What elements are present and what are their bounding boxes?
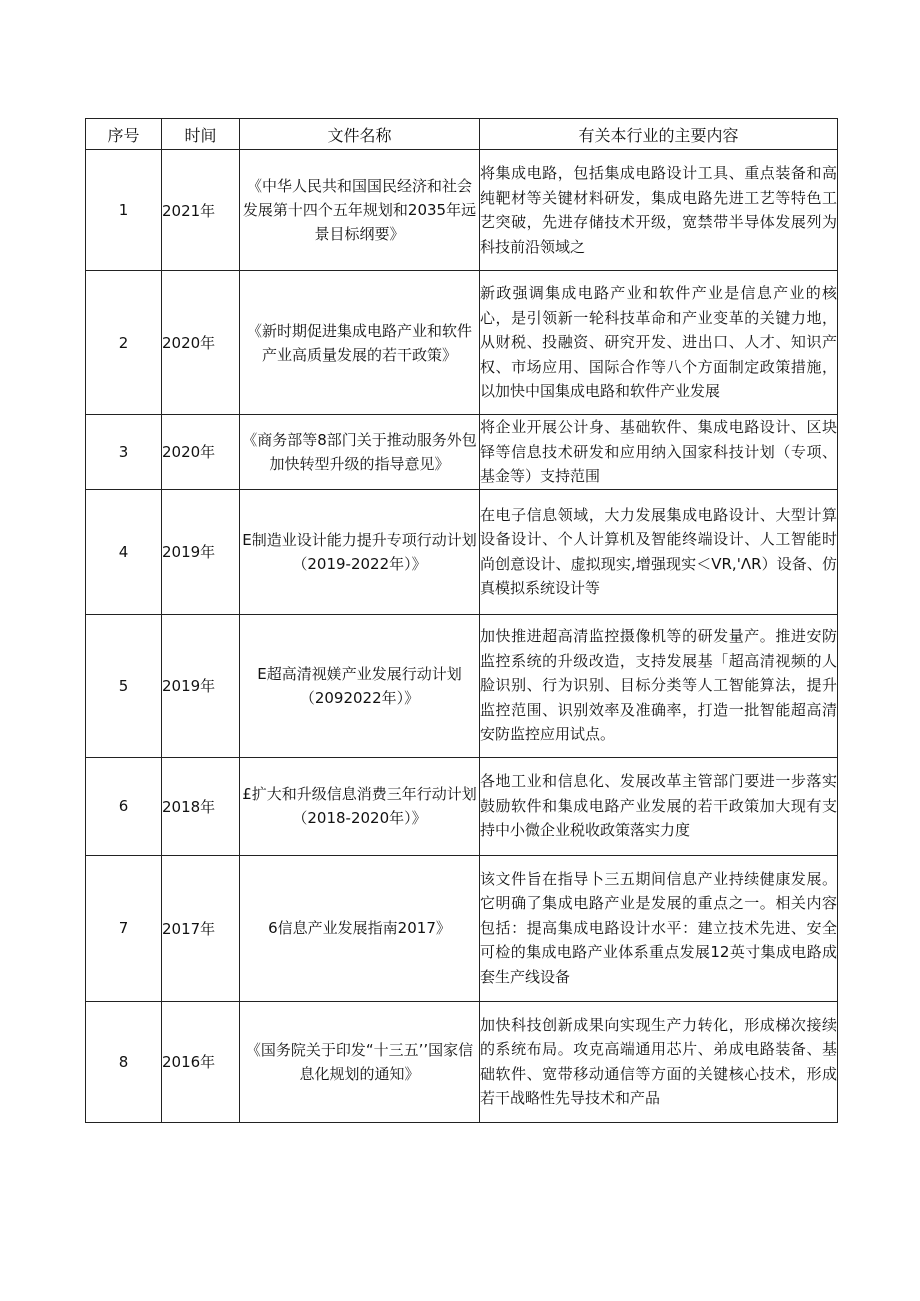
header-no: 序号 [86, 119, 162, 150]
row-document-name: E超高清视媄产业发展行动计划（2092022年）》 [240, 614, 480, 757]
header-name: 文件名称 [240, 119, 480, 150]
row-time: 2020年 [162, 271, 240, 415]
row-document-name: 《国务院关于印发“十三五’’国家信息化规划的通知》 [240, 1001, 480, 1122]
row-number: 2 [86, 271, 162, 415]
row-number: 8 [86, 1001, 162, 1122]
row-number: 6 [86, 757, 162, 855]
row-content: 将集成电路，包括集成电路设计工具、重点装备和高纯靶材等关键材料研发，集成电路先进工艺等特色工艺突破，先进存储技术开级，宽禁带半导体发展列为科技前沿领域之 [480, 150, 838, 271]
row-document-name: 《中华人民共和国国民经济和社会发展第十四个五年规划和2035年远景目标纲要》 [240, 150, 480, 271]
table-row [86, 415, 838, 490]
row-document-name: E制造业设计能力提升专项行动计划（2019-2022年）》 [240, 489, 480, 614]
row-content: 在电子信息领域，大力发展集成电路设计、大型计算设备设计、个人计算机及智能终端设计、人工智能时尚创意设计、虚拟现实,增强现实＜VR,'ΛR）设备、仿真模拟系统设计等 [480, 489, 838, 614]
table-row [86, 757, 838, 855]
table-row [86, 614, 838, 757]
row-content: 将企业开展公计身、基础软件、集成电路设计、区块铎等信息技术研发和应用纳入国家科技计划（专项、基金等）支持范围 [480, 415, 838, 490]
row-content: 该文件旨在指导卜三五期间信息产业持续健康发展。它明确了集成电路产业是发展的重点之一。相关内容包括：提高集成电路设计水平：建立技术先进、安全可检的集成电路产业体系重点发展12英寸集成电路成套生产线设备 [480, 855, 838, 1001]
table-row [86, 150, 838, 271]
table-row [86, 1001, 838, 1122]
row-number: 1 [86, 150, 162, 271]
row-number: 5 [86, 614, 162, 757]
row-document-name: 《商务部等8部门关于推动服务外包加快转型升级的指导意见》 [240, 415, 480, 490]
header-content: 有关本行业的主要内容 [480, 119, 838, 150]
row-number: 7 [86, 855, 162, 1001]
row-content: 加快推进超高清监控摄像机等的研发量产。推进安防监控系统的升级改造，支持发展基「超高清视频的人脸识别、行为识别、目标分类等人工智能算法，提升监控范围、识别效率及准确率，打造一批智能超高清安防监控应用试点。 [480, 614, 838, 757]
table-header-row [86, 119, 838, 150]
row-document-name: £扩大和升级信息消费三年行动计划（2018-2020年）》 [240, 757, 480, 855]
row-time: 2019年 [162, 489, 240, 614]
header-time: 时间 [162, 119, 240, 150]
row-content: 加快科技创新成果向实现生产力转化，形成梯次接续的系统布局。攻克高端通用芯片、弟成电路装备、基础软件、宽带移动通信等方面的关键核心技术，形成若干战略性先导技术和产品 [480, 1001, 838, 1122]
table-row [86, 489, 838, 614]
row-document-name: 《新时期促进集成电路产业和软件产业高质量发展的若干政策》 [240, 271, 480, 415]
row-number: 4 [86, 489, 162, 614]
row-time: 2016年 [162, 1001, 240, 1122]
row-time: 2018年 [162, 757, 240, 855]
table-row [86, 271, 838, 415]
table-row [86, 855, 838, 1001]
row-time: 2017年 [162, 855, 240, 1001]
row-time: 2019年 [162, 614, 240, 757]
row-time: 2021年 [162, 150, 240, 271]
row-time: 2020年 [162, 415, 240, 490]
row-content: 各地工业和信息化、发展改革主管部门要进一步落实鼓励软件和集成电路产业发展的若干政策加大现有支持中小微企业税收政策落实力度 [480, 757, 838, 855]
row-content: 新政强调集成电路产业和软件产业是信息产业的核心，是引领新一轮科技革命和产业变革的关键力地，从财税、投融资、研究开发、进出口、人才、知识产权、市场应用、国际合作等八个方面制定政策措施，以加快中国集成电路和软件产业发展 [480, 271, 838, 415]
row-number: 3 [86, 415, 162, 490]
policy-table [85, 118, 838, 1123]
row-document-name: 6信息产业发展指南2017》 [240, 855, 480, 1001]
